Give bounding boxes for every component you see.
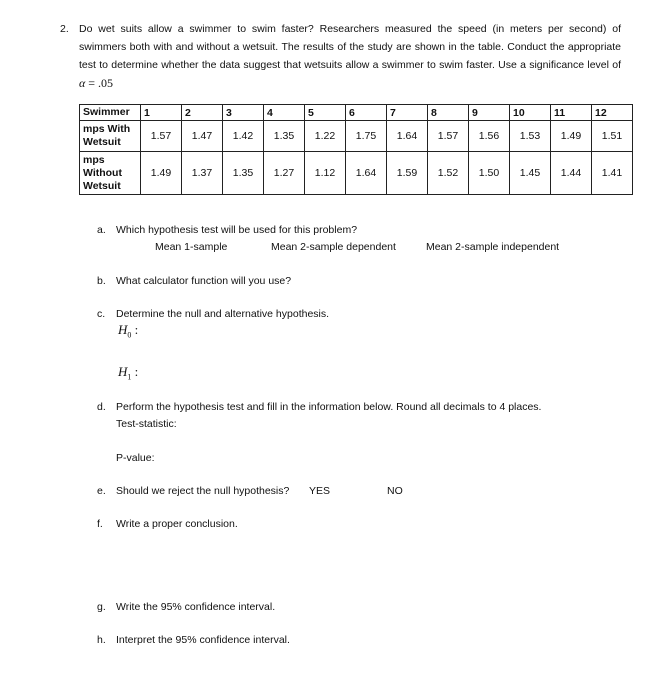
swimmer-number: 11 [551,105,592,121]
alternative-hypothesis-label [118,364,138,382]
table-row-with-wetsuit [80,121,633,152]
table-cell: 1.53 [510,121,551,152]
swimmer-number: 9 [469,105,510,121]
swimmer-number: 2 [182,105,223,121]
part-text: What calculator function will you use? [116,275,292,287]
option-no[interactable]: NO [387,485,403,497]
part-letter: f. [97,518,103,530]
swimmer-number: 7 [387,105,428,121]
header-label: Swimmer [80,105,141,121]
table-cell: 1.57 [141,121,182,152]
row-label-line: mps With [83,123,131,135]
table-cell: 1.12 [305,152,346,195]
table-cell: 1.64 [387,121,428,152]
part-text: Which hypothesis test will be used for this problem? [116,224,358,236]
table-cell: 1.50 [469,152,510,195]
swimmer-number: 4 [264,105,305,121]
table-cell: 1.52 [428,152,469,195]
table-row-without-wetsuit [80,152,633,195]
question-intro-text: Do wet suits allow a swimmer to swim faster? Researchers measured the speed (in meters per second) of swimmers both with and without a wetsuit. The results of the study are shown in the table. Conduct the appropriate test to determine whether the data suggest that wetsuits allow a swimmer to swim faster. Use a significance level of [79,23,621,71]
h0-colon: : [134,322,139,337]
table-cell: 1.64 [346,152,387,195]
row-label-line: Without [83,166,122,179]
part-text: Write the 95% confidence interval. [116,601,276,613]
table-cell: 1.49 [141,152,182,195]
table-header-row [80,105,633,121]
part-letter: h. [97,634,106,646]
table-cell: 1.41 [592,152,633,195]
table-cell: 1.35 [223,152,264,195]
part-text: Determine the null and alternative hypothesis. [116,308,330,320]
part-text: Perform the hypothesis test and fill in the information below. Round all decimals to 4 places. [116,401,542,413]
option-mean-1-sample[interactable]: Mean 1-sample [155,241,228,253]
part-letter: d. [97,401,106,413]
h0-symbol: H [118,322,128,337]
row-label [80,121,141,152]
swimmer-number: 3 [223,105,264,121]
table-cell: 1.56 [469,121,510,152]
table-cell: 1.22 [305,121,346,152]
option-yes[interactable]: YES [309,485,331,497]
row-label [80,152,141,195]
swimmer-number: 5 [305,105,346,121]
table-cell: 1.37 [182,152,223,195]
table-cell: 1.47 [182,121,223,152]
part-letter: a. [97,224,106,236]
swimmer-number: 8 [428,105,469,121]
table-cell: 1.44 [551,152,592,195]
null-hypothesis-label [118,322,138,340]
table-cell: 1.49 [551,121,592,152]
h1-subscript: 1 [127,372,132,382]
swimmer-number: 12 [592,105,633,121]
test-statistic-label: Test-statistic: [116,418,177,430]
part-letter: g. [97,601,106,613]
speed-data-table [79,104,633,195]
row-label-line: Wetsuit [83,136,121,148]
p-value-label: P-value: [116,452,155,464]
option-mean-2-sample-independent[interactable]: Mean 2-sample independent [426,241,560,253]
part-letter: e. [97,485,106,497]
question-number: 2. [60,23,69,35]
part-letter: b. [97,275,106,287]
table-cell: 1.27 [264,152,305,195]
swimmer-number: 10 [510,105,551,121]
h1-colon: : [134,364,139,379]
part-text: Write a proper conclusion. [116,518,238,530]
table-cell: 1.51 [592,121,633,152]
table-cell: 1.57 [428,121,469,152]
swimmer-number: 1 [141,105,182,121]
row-label-line: Wetsuit [83,179,121,192]
part-text: Should we reject the null hypothesis? [116,485,290,497]
table-cell: 1.45 [510,152,551,195]
question-intro [79,20,621,93]
option-mean-2-sample-dependent[interactable]: Mean 2-sample dependent [271,241,396,253]
table-cell: 1.42 [223,121,264,152]
table-cell: 1.35 [264,121,305,152]
alpha-symbol: α [79,76,86,90]
alpha-value: = .05 [88,76,114,90]
part-text: Interpret the 95% confidence interval. [116,634,290,646]
table-cell: 1.59 [387,152,428,195]
h1-symbol: H [118,364,128,379]
swimmer-number: 6 [346,105,387,121]
table-cell: 1.75 [346,121,387,152]
part-letter: c. [97,308,106,320]
row-label-line: mps [83,153,105,166]
h0-subscript: 0 [127,330,132,340]
